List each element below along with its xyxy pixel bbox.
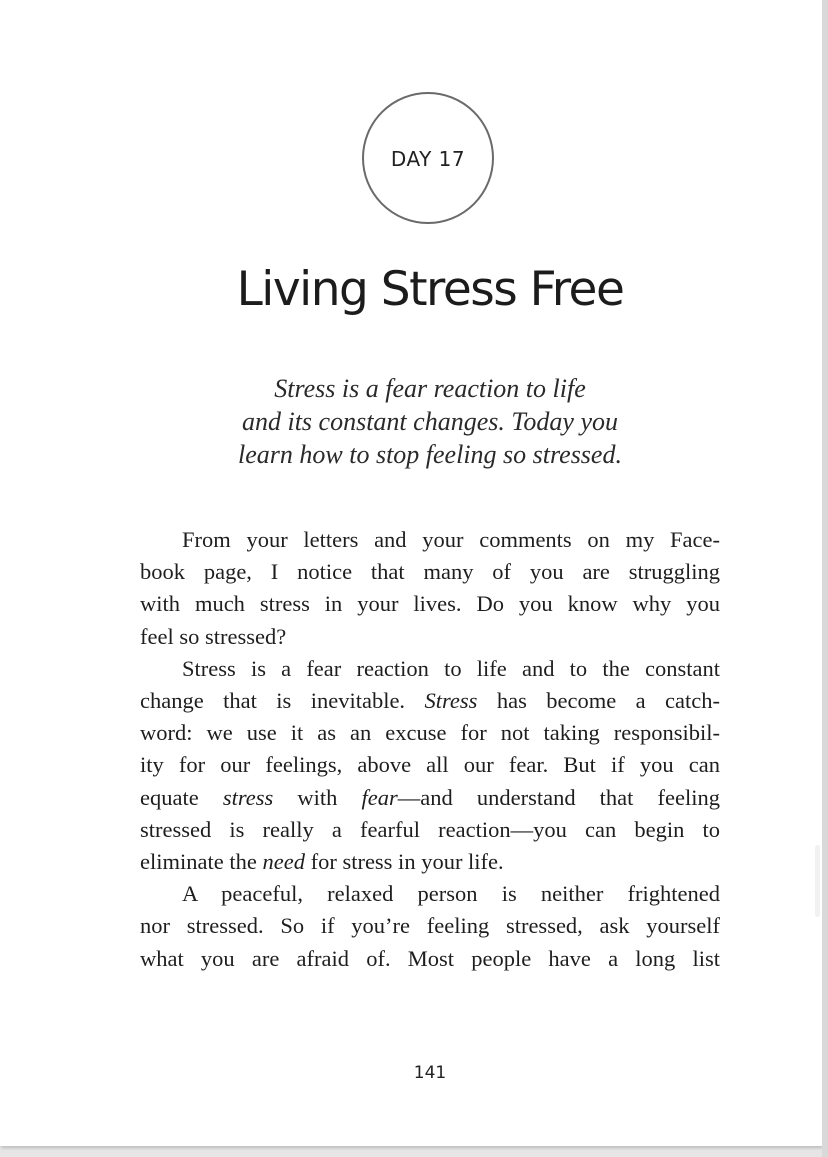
epigraph-line: learn how to stop feeling so stressed. <box>238 440 622 469</box>
paragraph <box>140 878 720 975</box>
text-line: A peaceful, relaxed person is neither frightened <box>182 881 720 907</box>
text-line: change that is inevitable. Stress has become a catch- <box>140 688 720 714</box>
epigraph-line: Stress is a fear reaction to life <box>274 374 586 403</box>
paragraph <box>140 653 720 878</box>
chapter-title: Living Stress Free <box>236 262 624 317</box>
scrollbar-thumb[interactable] <box>815 845 820 917</box>
epigraph <box>180 372 680 471</box>
day-label: DAY 17 <box>390 147 466 171</box>
page-gutter <box>822 0 828 1157</box>
text-line: stressed is really a fearful reaction—you can begin to <box>140 816 720 842</box>
text-line: book page, I notice that many of you are struggling <box>140 559 720 585</box>
text-line: with much stress in your lives. Do you know why you <box>140 591 720 617</box>
text-line: equate stress with fear—and understand that feeling <box>140 784 720 810</box>
text-line: Stress is a fear reaction to life and to the constant <box>182 655 720 681</box>
day-badge-circle <box>362 92 494 224</box>
text-line: nor stressed. So if you’re feeling stressed, ask yourself <box>140 913 720 939</box>
text-line: eliminate the need for stress in your life. <box>140 849 504 875</box>
text-line: word: we use it as an excuse for not taking responsibil- <box>140 720 720 746</box>
page-number: 141 <box>413 1063 447 1083</box>
text-line: feel so stressed? <box>140 623 287 649</box>
body-text <box>140 524 720 975</box>
paragraph <box>140 524 720 653</box>
text-line: ity for our feelings, above all our fear. But if you can <box>140 752 720 778</box>
epigraph-line: and its constant changes. Today you <box>241 407 619 436</box>
text-line: From your letters and your comments on my Face- <box>182 527 720 552</box>
text-line: what you are afraid of. Most people have a long list <box>140 945 720 971</box>
